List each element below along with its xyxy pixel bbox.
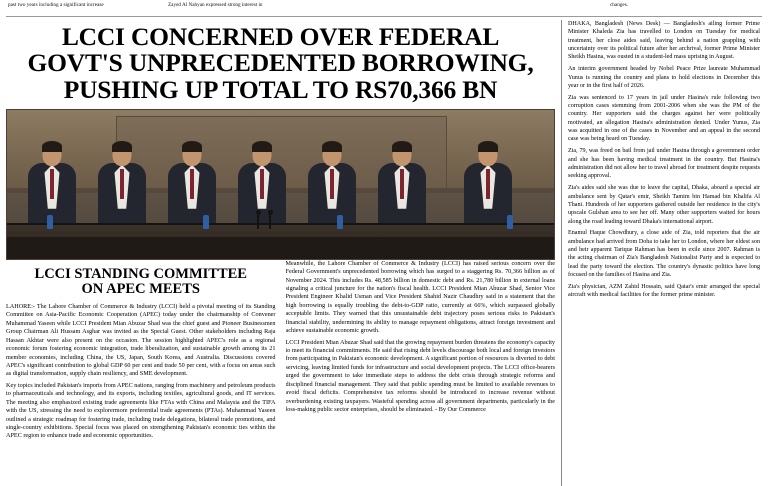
headline-line-2: GOVT'S UNPRECEDENTED BORROWING, <box>27 48 534 78</box>
lead-story-columns <box>6 260 555 486</box>
water-bottle-icon <box>47 215 53 229</box>
water-bottle-icon <box>507 215 513 229</box>
article-paragraph: Key topics included Pakistan's imports from APEC nations, ranging from machinery and petroleum products to pharmaceuticals and technology, and its exports, including textiles, agricultural goods, and IT services. The meeting also emphasized existing trade agreements like FTAs with China and Malaysia and the TIFA with the US, stressing the need to explorermore preferential trade agreements (PTAs). Muhammad Yaseen outlined a strategic roadmap for fostering trade, including trade delegations, bilateral trade promotions, and single-country exhibitions. Special focus was placed on strengthening Pakistan's economic ties within the APEC region to enhance trade and economic opportunities. <box>6 381 276 440</box>
side-paragraph: Zia was sentenced to 17 years in jail under Hasina's rule following two corruption cases stemming from 2001-2006 when she was the PM of the country. Her supporters said the charges against her were politically motivated, an allegation Hasina's administration denied. Under Yunus, Zia was acquitted in one of the cases in November and an appeal in the second case was being heard on Tuesday. <box>568 94 760 143</box>
microphone-icon <box>257 213 259 229</box>
clipped-top-strip <box>6 0 762 17</box>
page-body <box>6 17 762 486</box>
top-fragment-mid: Zayed Al Nahyan expressed strong interest in <box>168 2 263 8</box>
side-paragraph: Zia's physician, AZM Zahid Hossain, said Qatar's emir arranged the special aircraft with medical facilities for the former prime minister. <box>568 283 760 299</box>
top-fragment-right: changes. <box>610 2 629 8</box>
side-paragraph: DHAKA, Bangladesh (News Desk) — Bangladesh's ailing former Prime Minister Khaleda Zia has travelled to London on Tuesday for medical treatment, her close aides said, leaving behind a nation grappling with uncertainty over its political future after her archrival, former Prime Minister Sheikh Hasina, was ousted in a student-led mass uprising in August. <box>568 21 760 61</box>
article-column-2 <box>286 260 556 486</box>
headline-line-3: PUSHING UP TOTAL TO RS70,366 BN <box>63 74 498 104</box>
photo-person <box>233 143 291 229</box>
water-bottle-icon <box>203 215 209 229</box>
article-paragraph: Meanwhile, the Lahore Chamber of Commerce & Industry (LCCI) has raised serious concern over the Federal Government's unprecedented borrowing which has surged to a staggering Rs. 70,366 billion as of November 2024. This includes Rs. 48,585 billion in domestic debt and Rs. 21,780 billion in external loans signaling a critical juncture for the nation's fiscal health. LCCI President Mian Abuzar Shad, Senior Vice President Engineer Khalid Usman and Vice President Shahid Nazir Chaudhry said in a statement that the high borrowing is equally troubling the debt-to-GDP ratio, currently at 66%, which surpassed globally acceptable limits. They warned that this unsustainable debt trajectory poses serious risks to Pakistan's financial stability, undermining its ability to manage repayment obligations, attract foreign investment and achieve sustainable economic growth. <box>285 259 555 335</box>
column-divider <box>561 20 562 486</box>
water-bottle-icon <box>337 215 343 229</box>
subhead-line-1: LCCI STANDING COMMITTEE <box>34 265 247 282</box>
subhead-line-2: ON APEC MEETS <box>81 281 200 298</box>
photo-person <box>303 143 361 229</box>
article-paragraph: LAHORE:- The Lahore Chamber of Commerce & Industry (LCCI) held a pivotal meeting of its Standing Committee on Asia-Pacific Economic Cooperation (APEC) today under the chairmanship of Convener Muhammad Yaseen while LCCI President Mian Abuzar Shad was the chief guest and Pioneer Businessmen Group Chairman Ali Hussam Asghar was invited as the Special Guest. Other stakeholders including Raja Hassan Akhtar were also present on the occasion. The session highlighted APEC's role as a regional economic forum fostering economic integration, trade liberalization, and sustainable growth among its 21 member economies, including China, the US, Japan, South Korea, and Australia. Discussions covered APEC's significant contribution to global GDP 60 per cent and trade 50 per cent, with a focus on areas such as digital transformation, supply chain resiliency, and SME development. <box>6 303 276 378</box>
press-conference-photo <box>6 109 555 260</box>
lead-story <box>6 20 555 486</box>
side-paragraph: Zia, 79, was freed on bail from jail under Hasina through a government order and she has been having medical treatment in the country. But Hasina's administration did not allow her to travel abroad for treatment despite requests seeking approval. <box>568 148 760 180</box>
headline-line-1: LCCI CONCERNED OVER FEDERAL <box>61 22 500 51</box>
side-paragraph: Enamul Haque Chowdhury, a close aide of Zia, told reporters that the air ambulance had arrived from Doha to take her to London, where her eldest son and heir apparent Tarique Rahman has been in exile since 2007. Rahman is the acting chairman of Zia's Bangladesh Nationalist Party and is expected to lead the party toward the election. The country's dynastic politics have long focused on the families of Hasina and Zia. <box>568 230 760 279</box>
microphone-icon <box>269 213 271 229</box>
side-story-khaleda-zia <box>568 20 762 486</box>
article-paragraph: LCCI President Mian Abuzar Shad said that the growing repayment burden threatens the economy's capacity to meet its financial commitments. He said that rising debt levels discourage both local and foreign investors from participating in Pakistan's economic development. A significant portion of resources is diverted to debt servicing, leaving limited funds for infrastructure and social development projects. The LCCI office-bearers urged the government to take immediate steps to address the debt crisis through strategic reforms and disciplined financial management. They said that public spending must be limited to available revenues to avoid fiscal deficits. Comprehensive tax reforms should be introduced to increase revenue without overburdening existing taxpayers. Wasteful spending across all government departments, particularly in the loss-making public sector enterprises, should be eliminated. - By Our Commerce <box>285 338 555 413</box>
photo-table-cloth <box>7 237 554 259</box>
photo-person <box>163 143 221 229</box>
photo-person <box>373 143 431 229</box>
top-fragment-left: past two years including a significant increase <box>8 2 104 8</box>
photo-person <box>93 143 151 229</box>
secondary-headline <box>6 267 276 298</box>
article-column-1 <box>6 260 276 486</box>
page-title <box>10 24 551 103</box>
side-paragraph: Zia's aides said she was due to leave the capital, Dhaka, aboard a special air ambulance sent by Qatar's emir, Sheikh Tamim bin Hamad bin Khalifa Al Thani. Hundreds of her supporters gathered outside her residence in the city's upscale Gulshan area to see her off. Many other supporters waited for hours along the road leading toward Dhaka's international airport. <box>568 185 760 225</box>
side-paragraph: An interim government headed by Nobel Peace Prize laureate Muhammad Yunus is running the country and plans to hold elections in December this year or in the first half of 2026. <box>568 66 760 89</box>
